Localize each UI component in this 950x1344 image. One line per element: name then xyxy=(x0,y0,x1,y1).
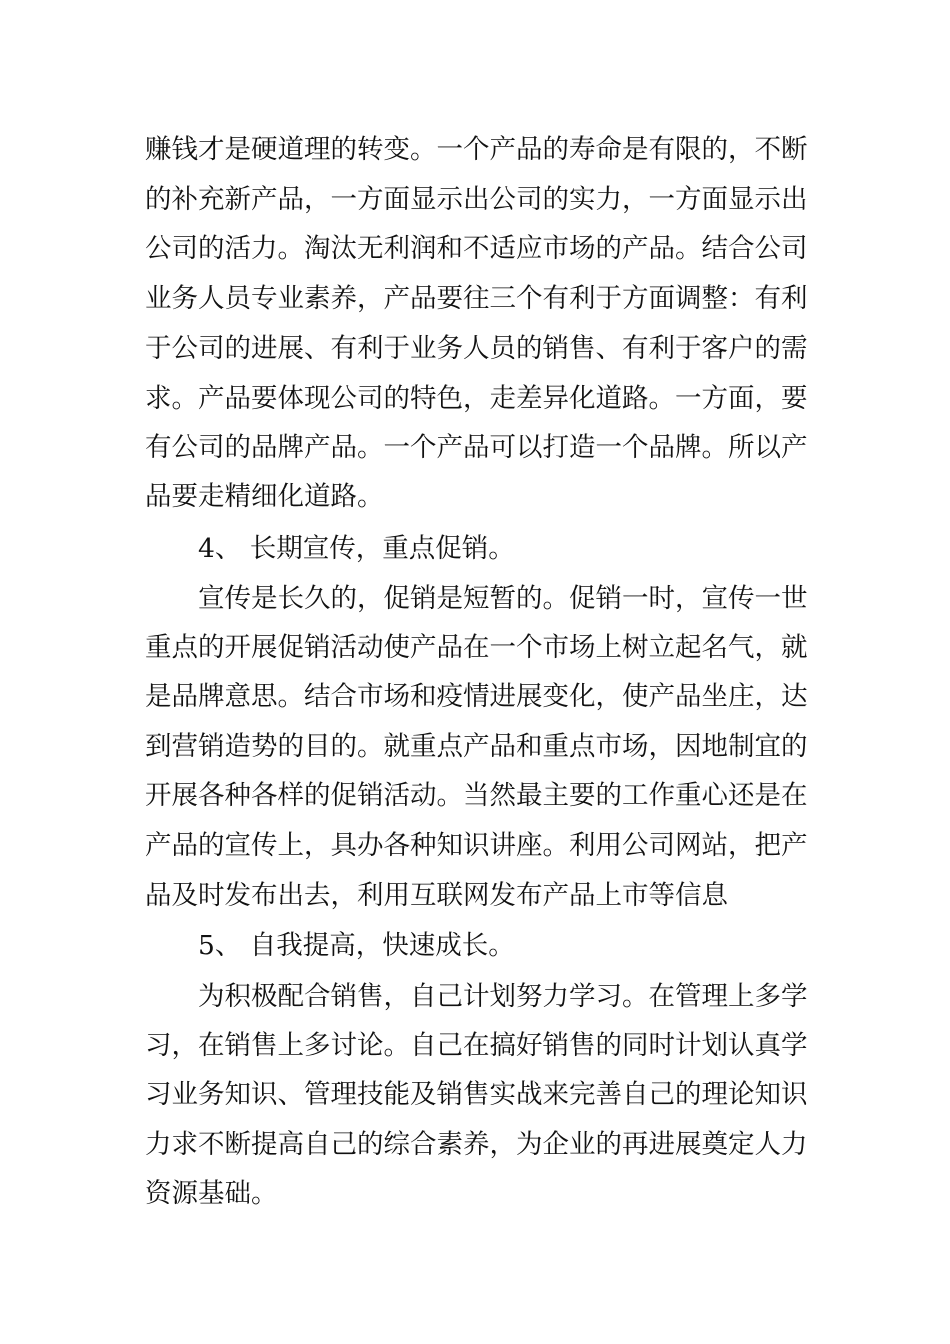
text-line: 习，在销售上多讨论。自己在搞好销售的同时计划认真学 xyxy=(145,1030,808,1061)
text-line: 品要走精细化道路。 xyxy=(145,481,384,512)
text-line: 公司的活力。淘汰无利润和不适应市场的产品。结合公司 xyxy=(145,233,808,264)
section-heading: 4、 长期宣传，重点促销。 xyxy=(198,533,515,564)
text-line: 是品牌意思。结合市场和疫情进展变化，使产品坐庄，达 xyxy=(145,681,808,712)
text-line: 产品的宣传上，具办各种知识讲座。利用公司网站，把产 xyxy=(145,830,808,861)
text-line: 品及时发布出去，利用互联网发布产品上市等信息 xyxy=(145,880,728,911)
text-line: 于公司的进展、有利于业务人员的销售、有利于客户的需 xyxy=(145,333,808,364)
text-line: 重点的开展促销活动使产品在一个市场上树立起名气，就 xyxy=(145,632,808,663)
text-line: 开展各种各样的促销活动。当然最主要的工作重心还是在 xyxy=(145,780,808,811)
text-line: 为积极配合销售，自己计划努力学习。在管理上多学 xyxy=(198,981,808,1012)
text-line: 力求不断提高自己的综合素养，为企业的再进展奠定人力 xyxy=(145,1129,808,1160)
text-line: 有公司的品牌产品。一个产品可以打造一个品牌。所以产 xyxy=(145,432,808,463)
text-line: 赚钱才是硬道理的转变。一个产品的寿命是有限的，不断 xyxy=(145,134,808,165)
text-line: 习业务知识、管理技能及销售实战来完善自己的理论知识 xyxy=(145,1079,808,1110)
section-heading: 5、 自我提高，快速成长。 xyxy=(198,930,515,961)
text-line: 求。产品要体现公司的特色，走差异化道路。一方面，要 xyxy=(145,383,808,414)
text-line: 宣传是长久的，促销是短暂的。促销一时，宣传一世 xyxy=(198,583,808,614)
text-line: 资源基础。 xyxy=(145,1178,278,1209)
text-line: 业务人员专业素养，产品要往三个有利于方面调整：有利 xyxy=(145,283,808,314)
text-line: 的补充新产品，一方面显示出公司的实力，一方面显示出 xyxy=(145,184,808,215)
text-line: 到营销造势的目的。就重点产品和重点市场，因地制宜的 xyxy=(145,731,808,762)
